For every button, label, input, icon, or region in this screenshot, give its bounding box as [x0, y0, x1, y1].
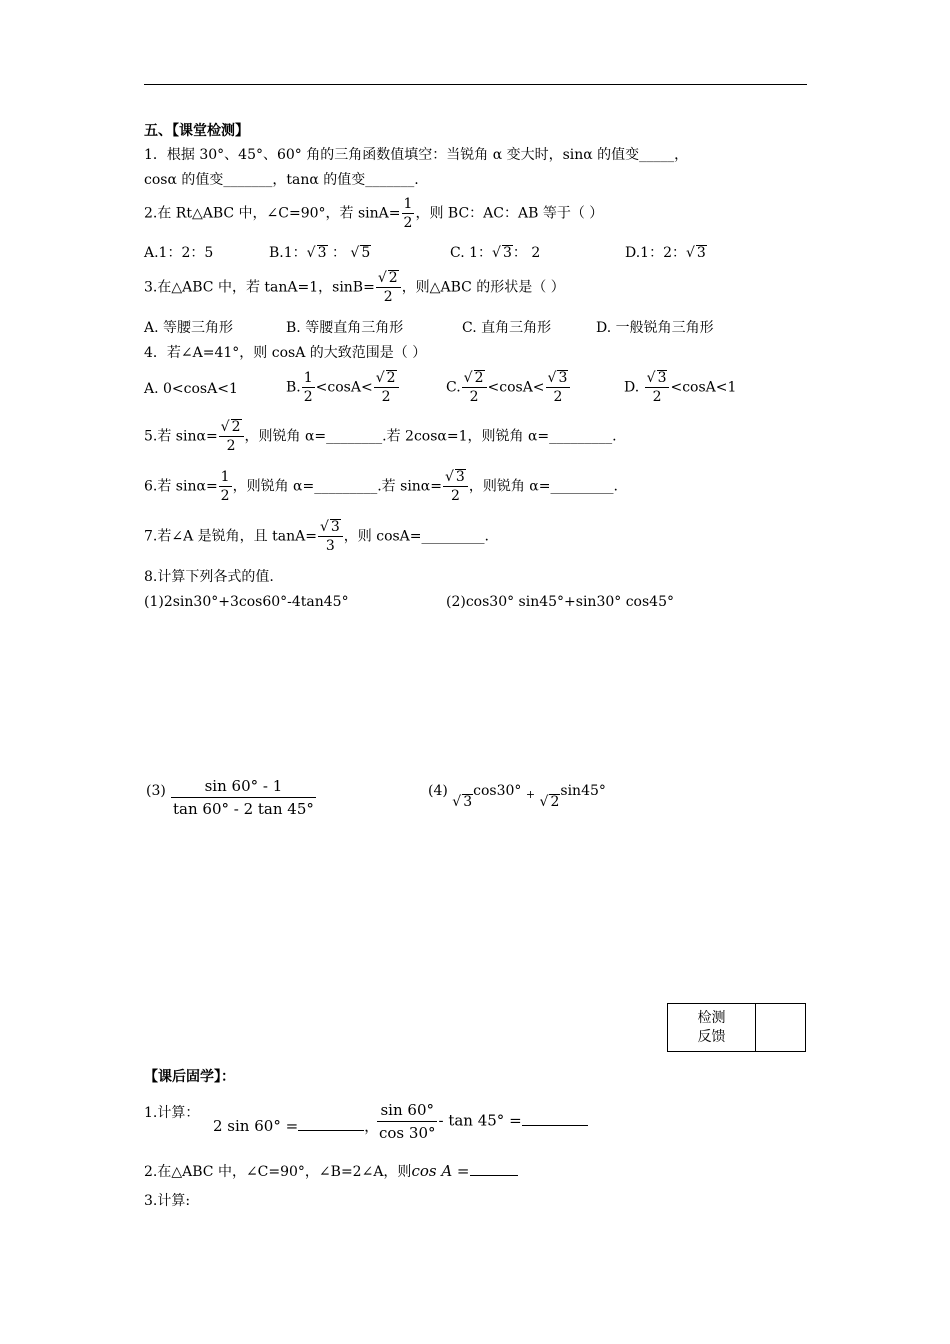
term-text: sin45°: [560, 783, 606, 799]
fraction-numerator: [546, 370, 571, 388]
question-6-fraction: [219, 469, 232, 504]
option-text: <cosA<: [487, 379, 545, 396]
sqrt-symbol: √: [452, 794, 462, 810]
question-4-option-d: [624, 370, 736, 405]
option-text: C.: [446, 379, 461, 396]
sqrt-symbol: √: [492, 245, 501, 261]
sqrt-symbol: √: [445, 469, 454, 485]
option-text: C. 1：: [450, 245, 493, 261]
question-8-part-4: [428, 782, 606, 810]
fraction-denominator: 2: [450, 488, 460, 504]
sqrt-term: [452, 794, 473, 810]
fraction-denominator: 2: [403, 215, 413, 231]
term-text: cos30°: [473, 783, 522, 799]
question-8-part-3-label: (3): [146, 783, 166, 799]
fraction-denominator: tan 60° - 2 tan 45°: [173, 800, 314, 818]
option-fraction: [546, 370, 571, 405]
after-question-3: 3.计算:: [144, 1193, 191, 1209]
radicand: 3: [463, 794, 473, 810]
option-fraction: [462, 370, 487, 405]
question-3: [144, 270, 565, 305]
option-text: ：: [331, 245, 346, 261]
fraction-numerator: [443, 469, 468, 487]
after-question-1-expr-2: [376, 1102, 588, 1141]
feedback-label-line-1: 检测: [697, 1010, 726, 1026]
sqrt-symbol: √: [350, 245, 360, 261]
option-text: D.: [624, 379, 640, 396]
fraction-numerator: [462, 370, 487, 388]
question-5-text-b: ，则锐角 α=________.若 2cosα=1，则锐角 α=_________.: [244, 428, 617, 445]
fraction-denominator: 3: [325, 538, 335, 554]
question-2: [144, 196, 603, 231]
radicand: 2: [231, 419, 241, 435]
sqrt-symbol: √: [463, 370, 473, 386]
sqrt-symbol: √: [306, 245, 316, 261]
question-3-fraction: [376, 270, 401, 305]
option-fraction: [645, 370, 670, 405]
option-text: B.1：: [269, 245, 307, 261]
question-2-option-a: A.1：2：5: [144, 245, 214, 261]
sqrt-symbol: √: [686, 245, 695, 261]
question-8-part-3-fraction: [171, 778, 316, 817]
question-2-option-b: [269, 244, 371, 262]
sqrt-symbol: √: [547, 370, 557, 386]
after-class-title: 【课后固学】：: [144, 1069, 235, 1085]
question-6-fraction: [443, 469, 468, 504]
question-5-fraction: [219, 419, 244, 454]
header-rule: [144, 84, 807, 85]
sqrt-symbol: √: [377, 270, 387, 286]
question-4-option-a: A. 0<cosA<1: [144, 381, 238, 397]
feedback-label-cell: [668, 1004, 756, 1051]
sqrt-symbol: √: [539, 794, 549, 810]
question-2-text-b: ，则 BC：AC：AB 等于（ ）: [415, 205, 604, 222]
section-title: 五、【课堂检测】: [144, 123, 249, 139]
question-6-text-a: 6.若 sinα=: [144, 478, 218, 495]
answer-blank[interactable]: [522, 1125, 588, 1126]
fraction-numerator: [376, 270, 401, 288]
radicand: 3: [657, 370, 667, 386]
answer-blank[interactable]: [470, 1175, 518, 1176]
question-8-part-2: (2)cos30° sin45°+sin30° cos45°: [446, 594, 674, 610]
feedback-label-line-2: 反馈: [697, 1029, 726, 1045]
radicand: 2: [386, 370, 396, 386]
radicand: 3: [696, 245, 706, 261]
radicand: 3: [502, 245, 512, 261]
question-3-option-a: A. 等腰三角形: [144, 320, 234, 336]
fraction-denominator: 2: [220, 488, 230, 504]
option-fraction: [302, 370, 315, 405]
question-3-text-b: ，则△ABC 的形状是（ ）: [401, 279, 565, 296]
fraction-numerator: 1: [220, 469, 230, 485]
question-3-option-b: B. 等腰直角三角形: [286, 320, 404, 336]
radicand: 5: [361, 245, 371, 261]
after-question-1-label: 1.计算：: [144, 1105, 200, 1121]
question-2-option-c: [450, 244, 540, 262]
fraction-numerator: [645, 370, 670, 388]
radicand: 2: [388, 270, 398, 286]
option-text: <cosA<1: [670, 379, 737, 396]
part-label: (4): [428, 783, 448, 799]
radicand: 3: [317, 245, 327, 261]
question-6-text-c: ，则锐角 α=_________.: [468, 478, 618, 495]
question-3-text-a: 3.在△ABC 中，若 tanA=1，sinB=: [144, 279, 375, 296]
separator: ，: [364, 1117, 380, 1135]
sqrt-symbol: √: [319, 519, 329, 535]
fraction-denominator: 2: [226, 438, 236, 454]
question-text: 2.在△ABC 中，∠C=90°，∠B=2∠A，则: [144, 1164, 412, 1180]
fraction-denominator: 2: [652, 389, 662, 405]
sqrt-symbol: √: [646, 370, 656, 386]
expression-text: cos A =: [411, 1162, 470, 1180]
question-5-text-a: 5.若 sinα=: [144, 428, 218, 445]
question-8: 8.计算下列各式的值.: [144, 569, 274, 585]
feedback-box: [667, 1003, 806, 1052]
sqrt-term: [540, 794, 561, 810]
fraction-numerator: sin 60° - 1: [171, 778, 316, 798]
radicand: 2: [474, 370, 484, 386]
option-text: <cosA<: [315, 379, 373, 396]
fraction-denominator: 2: [303, 389, 313, 405]
option-text: ： 2: [512, 245, 541, 261]
question-7: [144, 519, 489, 554]
question-6-text-b: ，则锐角 α=_________.若 sinα=: [232, 478, 442, 495]
fraction-numerator: [318, 519, 343, 537]
option-fraction: [374, 370, 399, 405]
sqrt-symbol: √: [220, 419, 230, 435]
after-question-1-expr-1: [213, 1117, 379, 1135]
fraction-numerator: 1: [403, 196, 413, 212]
fraction-denominator: 2: [469, 389, 479, 405]
plus-sign: +: [525, 788, 536, 801]
question-1-line-1: 1．根据 30°、45°、60° 角的三角函数值填空：当锐角 α 变大时，sinα 的值变_____，: [144, 147, 689, 163]
fraction-denominator: 2: [383, 289, 393, 305]
radicand: 3: [558, 370, 568, 386]
question-7-text-a: 7.若∠A 是锐角，且 tanA=: [144, 528, 317, 545]
question-8-part-1: (1)2sin30°+3cos60°-4tan45°: [144, 594, 349, 610]
question-3-option-d: D. 一般锐角三角形: [596, 320, 714, 336]
fraction-numerator: [219, 419, 244, 437]
option-text: D.1：2：: [625, 245, 686, 261]
question-6: [144, 469, 618, 504]
fraction-numerator: [374, 370, 399, 388]
question-8-part-3-expression: [170, 778, 317, 817]
expression-text: 2 sin 60° =: [213, 1117, 299, 1135]
radicand: 3: [455, 469, 465, 485]
radicand: 3: [330, 519, 340, 535]
question-7-fraction: [318, 519, 343, 554]
question-5: [144, 419, 617, 454]
answer-blank[interactable]: [298, 1130, 364, 1131]
expression-text: - tan 45° =: [438, 1111, 522, 1130]
sqrt-symbol: √: [375, 370, 385, 386]
expression-fraction: [377, 1102, 437, 1141]
question-4-option-b: [286, 370, 400, 405]
fraction-denominator: cos 30°: [379, 1124, 436, 1142]
question-2-text-a: 2.在 Rt△ABC 中，∠C=90°，若 sinA=: [144, 205, 401, 222]
question-2-option-d: [625, 244, 707, 262]
question-1-line-2: cosα 的值变_______，tanα 的值变_______.: [144, 172, 419, 188]
question-4: 4．若∠A=41°，则 cosA 的大致范围是（ ）: [144, 345, 427, 361]
after-question-2: [144, 1162, 518, 1181]
fraction-denominator: 2: [381, 389, 391, 405]
question-7-text-b: ，则 cosA=_________.: [343, 528, 489, 545]
fraction-numerator: sin 60°: [377, 1102, 437, 1122]
fraction-denominator: 2: [553, 389, 563, 405]
radicand: 2: [550, 794, 560, 810]
fraction-numerator: 1: [303, 370, 313, 386]
question-3-option-c: C. 直角三角形: [462, 320, 552, 336]
question-2-fraction: [402, 196, 415, 231]
question-4-option-c: [446, 370, 571, 405]
option-text: B.: [286, 379, 301, 396]
